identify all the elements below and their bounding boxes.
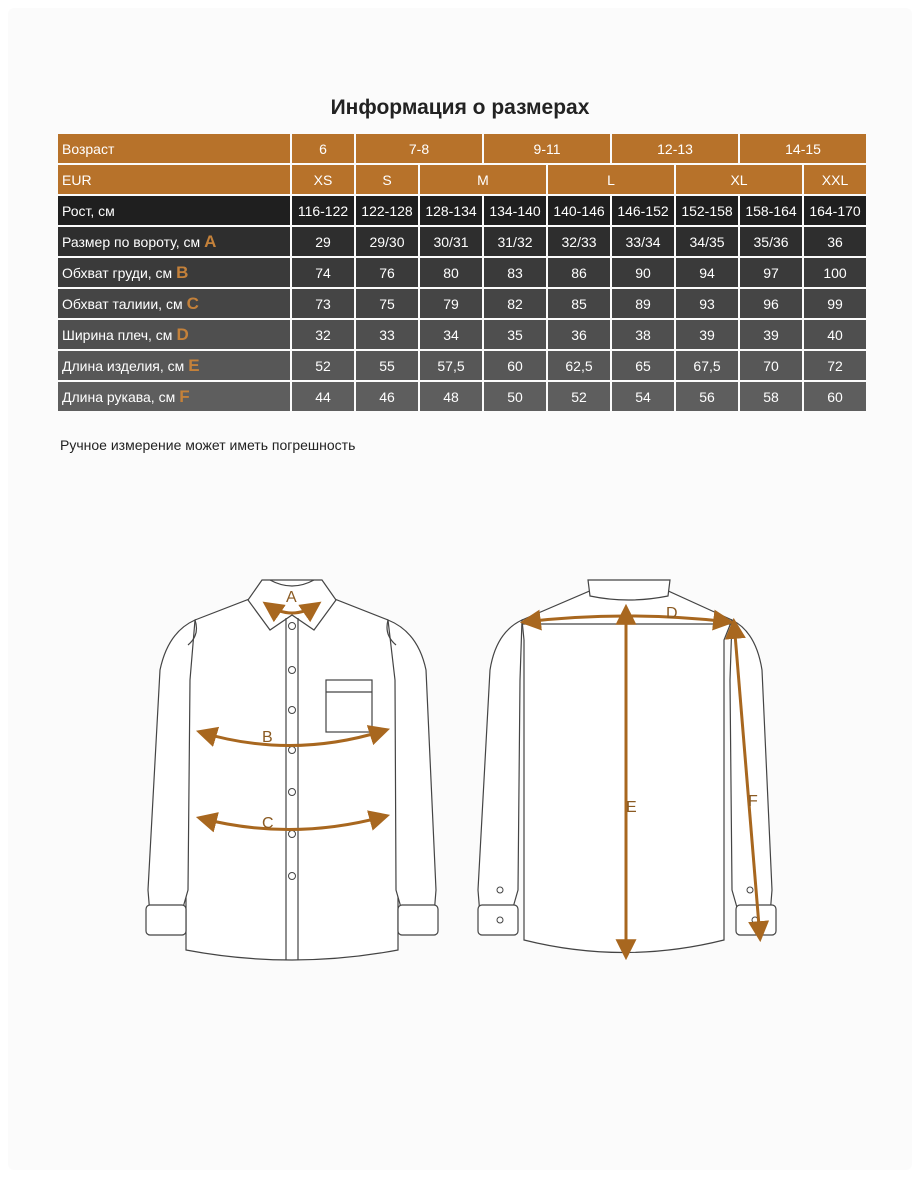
value-cell: 29 <box>292 227 354 256</box>
value-cell: 48 <box>420 382 482 411</box>
value-cell: 32/33 <box>548 227 610 256</box>
row-label <box>58 258 290 287</box>
label-c: C <box>262 815 274 832</box>
value-cell: 58 <box>740 382 802 411</box>
value-cell: 65 <box>612 351 674 380</box>
shirt-front-illustration <box>146 580 438 960</box>
value-cell: 85 <box>548 289 610 318</box>
height-cell: 146-152 <box>612 196 674 225</box>
age-cell: 7-8 <box>356 134 482 163</box>
eur-row <box>58 165 866 194</box>
value-cell: 35/36 <box>740 227 802 256</box>
age-cell: 9-11 <box>484 134 610 163</box>
eur-cell: M <box>420 165 546 194</box>
value-cell: 54 <box>612 382 674 411</box>
page-title: Информация о размерах <box>330 96 590 119</box>
value-cell: 62,5 <box>548 351 610 380</box>
value-cell: 52 <box>548 382 610 411</box>
back-left-sleeve <box>478 620 522 918</box>
value-cell: 39 <box>740 320 802 349</box>
value-cell: 96 <box>740 289 802 318</box>
shirt-button <box>497 887 503 893</box>
value-cell: 31/32 <box>484 227 546 256</box>
measure-row-sleeve <box>58 382 866 411</box>
value-cell: 60 <box>804 382 866 411</box>
row-letter: C <box>186 293 199 313</box>
value-cell: 34/35 <box>676 227 738 256</box>
eur-label: EUR <box>58 165 290 194</box>
height-label: Рост, см <box>58 196 290 225</box>
value-cell: 94 <box>676 258 738 287</box>
height-cell: 140-146 <box>548 196 610 225</box>
value-cell: 79 <box>420 289 482 318</box>
row-label-text: Длина изделия, см <box>62 357 185 374</box>
measure-row-waist <box>58 289 866 318</box>
eur-cell: XL <box>676 165 802 194</box>
value-cell: 73 <box>292 289 354 318</box>
value-cell: 72 <box>804 351 866 380</box>
shirt-button <box>289 789 296 796</box>
front-left-sleeve <box>148 620 195 918</box>
value-cell: 44 <box>292 382 354 411</box>
front-pocket <box>326 680 372 732</box>
age-cell: 12-13 <box>612 134 738 163</box>
front-left-cuff <box>146 905 186 935</box>
value-cell: 67,5 <box>676 351 738 380</box>
shirt-button <box>289 831 296 838</box>
value-cell: 32 <box>292 320 354 349</box>
value-cell: 70 <box>740 351 802 380</box>
age-row <box>58 134 866 163</box>
value-cell: 30/31 <box>420 227 482 256</box>
eur-cell: XXL <box>804 165 866 194</box>
value-cell: 57,5 <box>420 351 482 380</box>
shirt-button <box>497 917 503 923</box>
value-cell: 52 <box>292 351 354 380</box>
row-letter: A <box>204 231 217 251</box>
value-cell: 80 <box>420 258 482 287</box>
label-b: B <box>262 729 273 746</box>
row-letter: E <box>188 355 200 375</box>
value-cell: 40 <box>804 320 866 349</box>
shirt-button <box>289 707 296 714</box>
size-table <box>56 132 868 413</box>
value-cell: 29/30 <box>356 227 418 256</box>
value-cell: 33 <box>356 320 418 349</box>
value-cell: 83 <box>484 258 546 287</box>
front-right-cuff <box>398 905 438 935</box>
shirt-button <box>289 667 296 674</box>
value-cell: 55 <box>356 351 418 380</box>
height-row <box>58 196 866 225</box>
value-cell: 90 <box>612 258 674 287</box>
value-cell: 36 <box>548 320 610 349</box>
back-collar <box>588 580 670 600</box>
row-label <box>58 227 290 256</box>
eur-cell: XS <box>292 165 354 194</box>
value-cell: 34 <box>420 320 482 349</box>
value-cell: 50 <box>484 382 546 411</box>
height-cell: 164-170 <box>804 196 866 225</box>
height-cell: 128-134 <box>420 196 482 225</box>
value-cell: 89 <box>612 289 674 318</box>
front-body <box>186 598 398 960</box>
value-cell: 82 <box>484 289 546 318</box>
height-cell: 116-122 <box>292 196 354 225</box>
row-label-text: Обхват груди, см <box>62 264 173 281</box>
value-cell: 60 <box>484 351 546 380</box>
eur-cell: S <box>356 165 418 194</box>
row-label-text: Размер по вороту, см <box>62 233 201 250</box>
row-label <box>58 382 290 411</box>
shirt-button <box>289 623 296 630</box>
measure-row-length <box>58 351 866 380</box>
value-cell: 35 <box>484 320 546 349</box>
row-label-text: Обхват талиии, см <box>62 295 183 312</box>
row-label-text: Ширина плеч, см <box>62 326 173 343</box>
label-f: F <box>748 793 758 810</box>
row-label <box>58 289 290 318</box>
height-cell: 158-164 <box>740 196 802 225</box>
row-label <box>58 320 290 349</box>
age-label: Возраст <box>58 134 290 163</box>
height-cell: 122-128 <box>356 196 418 225</box>
value-cell: 100 <box>804 258 866 287</box>
value-cell: 75 <box>356 289 418 318</box>
value-cell: 86 <box>548 258 610 287</box>
value-cell: 97 <box>740 258 802 287</box>
value-cell: 46 <box>356 382 418 411</box>
value-cell: 99 <box>804 289 866 318</box>
value-cell: 39 <box>676 320 738 349</box>
label-e: E <box>626 799 637 816</box>
value-cell: 36 <box>804 227 866 256</box>
row-letter: B <box>176 262 189 282</box>
height-cell: 134-140 <box>484 196 546 225</box>
value-cell: 76 <box>356 258 418 287</box>
height-cell: 152-158 <box>676 196 738 225</box>
measure-row-chest <box>58 258 866 287</box>
shirt-button <box>289 747 296 754</box>
value-cell: 33/34 <box>612 227 674 256</box>
value-cell: 93 <box>676 289 738 318</box>
measure-row-shoulder <box>58 320 866 349</box>
shirt-diagram <box>0 560 920 980</box>
row-letter: D <box>176 324 189 344</box>
row-letter: F <box>179 386 190 406</box>
age-cell: 6 <box>292 134 354 163</box>
label-d: D <box>666 605 678 622</box>
row-label <box>58 351 290 380</box>
eur-cell: L <box>548 165 674 194</box>
shirt-button <box>747 887 753 893</box>
label-a: A <box>286 589 297 606</box>
measurement-note: Ручное измерение может иметь погрешность <box>60 437 356 453</box>
value-cell: 38 <box>612 320 674 349</box>
value-cell: 56 <box>676 382 738 411</box>
value-cell: 74 <box>292 258 354 287</box>
row-label-text: Длина рукава, см <box>62 388 176 405</box>
measure-row-collar <box>58 227 866 256</box>
age-cell: 14-15 <box>740 134 866 163</box>
shirt-button <box>289 873 296 880</box>
